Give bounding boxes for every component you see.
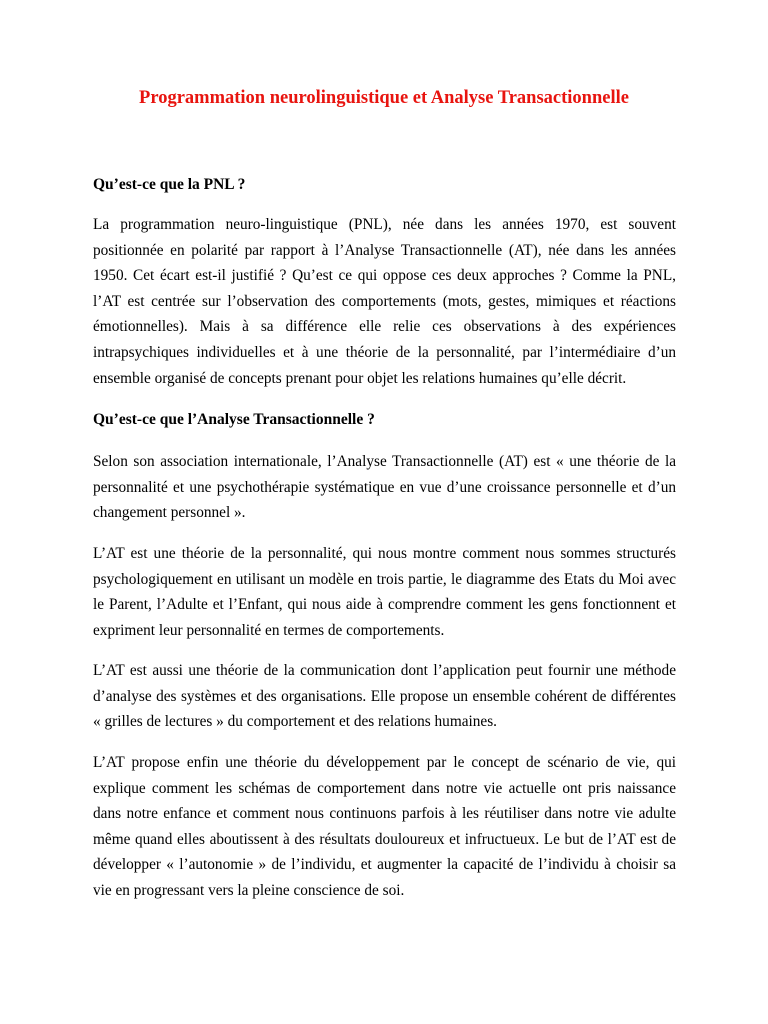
section-heading-pnl: Qu’est-ce que la PNL ?	[93, 176, 246, 193]
section-heading-at: Qu’est-ce que l’Analyse Transactionnelle ?	[93, 411, 375, 428]
paragraph-at-development: L’AT propose enfin une théorie du développement par le concept de scénario de vie, qui explique comment les schémas de comportement dans notre vie actuelle ont pris naissance dans notre enfance et comment nous continuons parfois à les réutiliser dans notre vie adulte même quand elles aboutissent à des résultats douloureux et infructueux. Le but de l’AT est de développer « l’autonomie » de l’individu, et augmenter la capacité de l’individu à choisir sa vie en progressant vers la pleine conscience de soi.	[93, 754, 676, 899]
paragraph-at-communication: L’AT est aussi une théorie de la communication dont l’application peut fournir une méthode d’analyse des systèmes et des organisations. Elle propose un ensemble cohérent de différentes « grilles de lectures » du comportement et des relations humaines.	[93, 662, 676, 731]
paragraph-at-personality: L’AT est une théorie de la personnalité, qui nous montre comment nous sommes structurés psychologiquement en utilisant un modèle en trois partie, le diagramme des Etats du Moi avec le Parent, l’Adulte et l’Enfant, qui nous aide à comprendre comment les gens fonctionnent et expriment leur personnalité en termes de comportements.	[93, 545, 676, 639]
document-title: Programmation neurolinguistique et Analyse Transactionnelle	[139, 88, 629, 108]
paragraph-pnl-intro: La programmation neuro-linguistique (PNL), née dans les années 1970, est souvent positionnée en polarité par rapport à l’Analyse Transactionnelle (AT), née dans les années 1950. Cet écart est-il justifié ? Qu’est ce qui oppose ces deux approches ? Comme la PNL, l’AT est centrée sur l’observation des comportements (mots, gestes, mimiques et réactions émotionnelles). Mais à sa différence elle relie ces observations à des expériences intrapsychiques individuelles et à une théorie de la personnalité, par l’intermédiaire d’un ensemble organisé de concepts prenant pour objet les relations humaines qu’elle décrit.	[93, 216, 676, 387]
paragraph-at-definition: Selon son association internationale, l’Analyse Transactionnelle (AT) est « une théorie de la personnalité et une psychothérapie systématique en vue d’une croissance personnelle et d’un changement personnel ».	[93, 453, 676, 522]
